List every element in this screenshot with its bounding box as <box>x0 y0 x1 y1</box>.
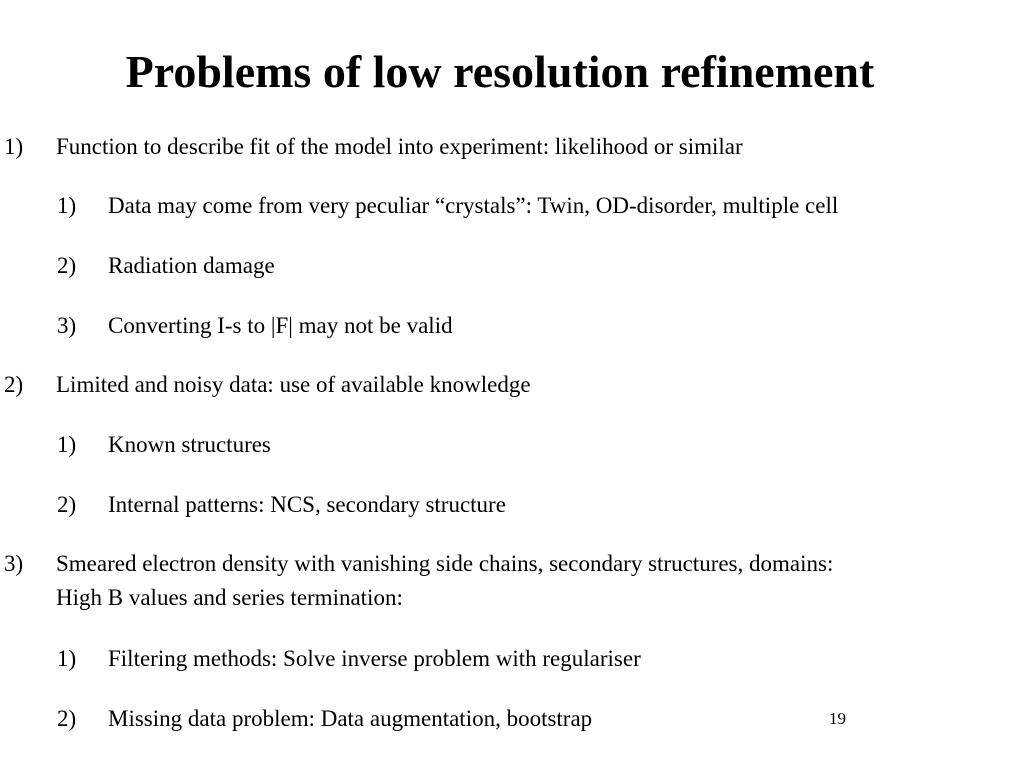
item-number: 1) <box>57 646 77 671</box>
list-item <box>57 488 506 522</box>
list-item <box>57 428 271 462</box>
list-item <box>57 249 275 283</box>
item-number: 2) <box>57 492 77 517</box>
item-text: Missing data problem: Data augmentation, bootstrap <box>108 706 593 731</box>
list-item <box>4 130 743 164</box>
item-text: Filtering methods: Solve inverse problem with regulariser <box>108 646 641 671</box>
item-number: 1) <box>57 193 77 218</box>
slide-title: Problems of low resolution refinement <box>125 46 875 97</box>
list-item <box>57 702 592 736</box>
item-number: 1) <box>57 432 77 457</box>
list-item <box>57 309 453 343</box>
item-text-continuation: High B values and series termination: <box>56 585 403 610</box>
item-number: 3) <box>57 313 77 338</box>
item-text: Function to describe fit of the model into experiment: likelihood or similar <box>56 134 743 159</box>
item-text: Limited and noisy data: use of available knowledge <box>56 372 531 397</box>
item-number: 3) <box>4 551 24 576</box>
list-item <box>57 189 838 223</box>
item-text: Data may come from very peculiar “crystals”: Twin, OD-disorder, multiple cell <box>108 193 839 218</box>
item-text: Radiation damage <box>108 253 275 278</box>
list-item <box>4 547 833 615</box>
item-text: Converting I-s to |F| may not be valid <box>108 313 453 338</box>
item-number: 2) <box>4 372 24 397</box>
list-item <box>4 368 531 402</box>
item-text: Smeared electron density with vanishing side chains, secondary structures, domains: <box>56 551 834 576</box>
item-number: 2) <box>57 706 77 731</box>
item-text: Internal patterns: NCS, secondary structure <box>108 492 506 517</box>
page-number: 19 <box>829 709 846 728</box>
item-number: 2) <box>57 253 77 278</box>
item-number: 1) <box>4 134 24 159</box>
list-item <box>57 642 641 676</box>
item-text: Known structures <box>108 432 271 457</box>
